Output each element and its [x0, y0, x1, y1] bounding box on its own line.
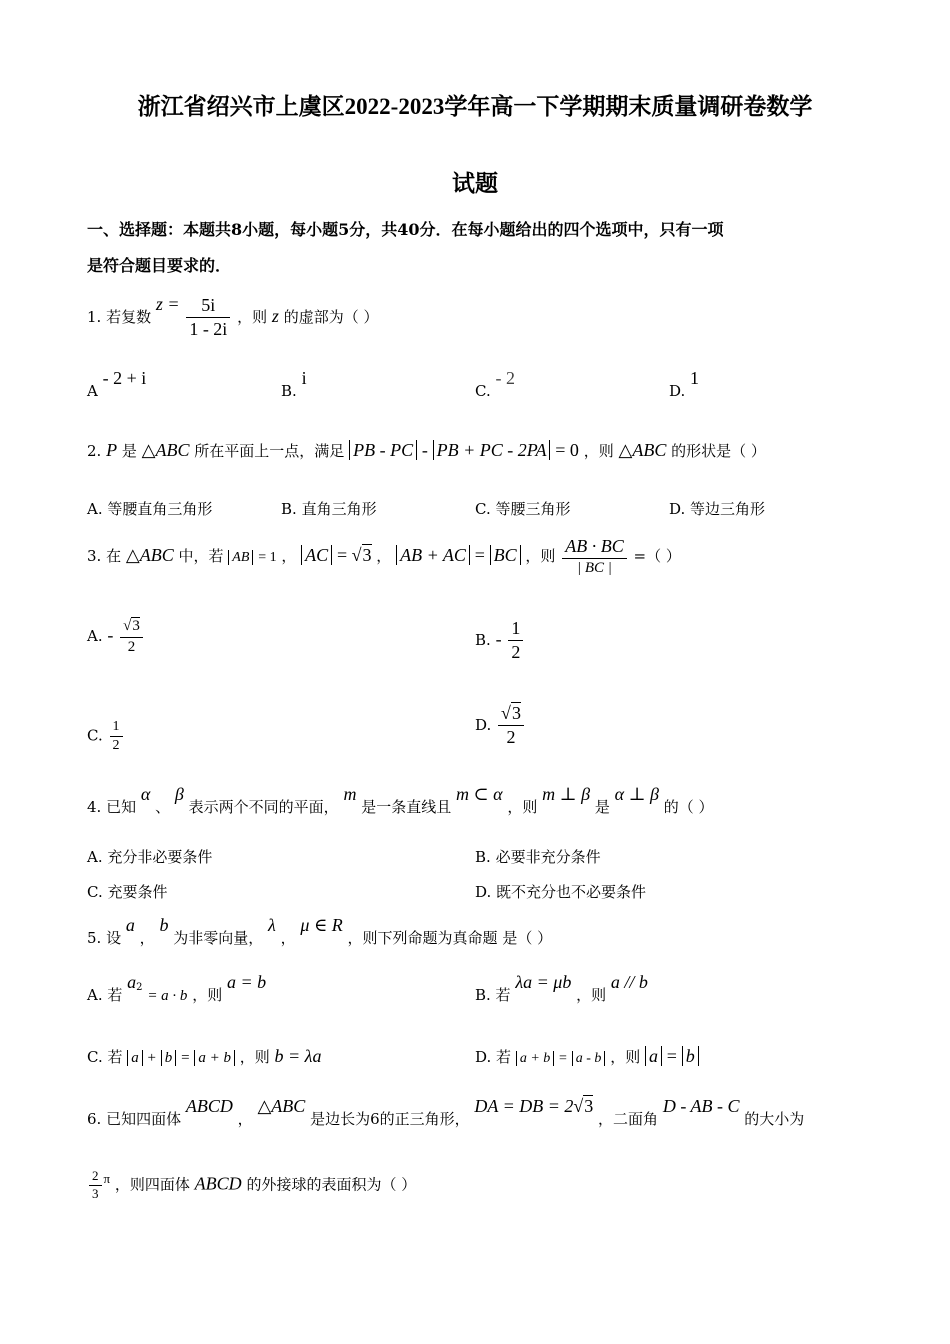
q1-option-a: A - 2 + i [87, 368, 147, 400]
question-4: 4. 已知 α 、 β 表示两个不同的平面， m 是一条直线且 m ⊂ α ，则 m ⊥ β 是 α ⊥ β 的（ ） [87, 784, 714, 816]
q3-option-b: B. - $\frac{1}{2}$ [475, 617, 525, 665]
q2-option-b: B. 直角三角形 [281, 500, 377, 518]
q2-abs-1: PB - PC [349, 440, 417, 460]
q5-option-a: A. 若 $a^2 = a \cdot b$ ，则 a = b [87, 972, 267, 1004]
q1-prefix: 1. 若复数 [87, 307, 152, 326]
q3-option-c: C. $\frac{1}{2}$ [87, 718, 125, 755]
q2-option-d: D. 等边三角形 [669, 500, 766, 518]
question-6-cont: $\frac{2}{3}$ π ，则四面体 ABCD 的外接球的表面积为（ ） [87, 1168, 416, 1203]
section-heading-text: 一、选择题：本题共8小题，每小题5分，共40分．在每小题给出的四个选项中，只有一项 [87, 220, 724, 239]
q2-option-c: C. 等腰三角形 [475, 500, 571, 518]
q4-option-d: D. 既不充分也不必要条件 [475, 883, 647, 901]
section-heading-cont: 是符合题目要求的． [87, 256, 232, 275]
exam-title-line1: 浙江省绍兴市上虞区2022-2023学年高一下学期期末质量调研卷数学 [137, 94, 813, 119]
q2-abs-2: PB + PC - 2PA [433, 440, 551, 460]
q1-z-eq: z = [155, 293, 180, 314]
q3-option-a: A. - $\frac{√3}{2}$ [87, 617, 145, 657]
q5-option-b: B. 若 λa = μb ，则 a // b [475, 972, 648, 1004]
question-6: 6. 已知四面体 ABCD ， △ABC 是边长为6的正三角形， DA = DB = 2√3 ，二面角 D - AB - C 的大小为 [87, 1096, 805, 1128]
question-1: 1. 若复数 z = $\frac{5i}{1 - 2i}$ ，则 z 的虚部为（ ） [87, 294, 378, 342]
q1-option-d: D. 1 [669, 368, 700, 400]
q1-option-b: B. i [281, 368, 307, 400]
q4-option-b: B. 必要非充分条件 [475, 848, 601, 866]
exam-title-line2: 试题 [452, 171, 498, 196]
q3-fraction: $\frac{AB \cdot BC}{| BC |}$ [562, 535, 627, 579]
q3-option-d: D. $\frac{√3}{2}$ [475, 702, 526, 750]
question-2: 2. P 是 △ABC 所在平面上一点，满足 PB - PC - PB + PC - 2PA = 0 ，则 △ABC 的形状是（ ） [87, 440, 766, 460]
q2-option-a: A. 等腰直角三角形 [87, 500, 213, 518]
q1-fraction: $\frac{5i}{1 - 2i}$ [186, 294, 230, 342]
section-heading [87, 212, 867, 284]
question-3: 3. 在 △ABC 中，若 AB = 1 ， AC = √3 ， AB + AC = BC ，则 $\frac{AB \cdot BC}{| BC |}$ =（ ） [87, 535, 681, 579]
q4-option-a: A. 充分非必要条件 [87, 848, 213, 866]
question-5: 5. 设 a ， b 为非零向量， λ ， μ ∈ R ，则下列命题为真命题 是（ ） [87, 915, 553, 947]
q4-option-c: C. 充要条件 [87, 883, 168, 901]
q1-option-c: C. - 2 [475, 368, 515, 400]
q5-option-d: D. 若 a + b = a - b ，则 a = b [475, 1046, 699, 1067]
q5-option-c: C. 若 a + b = a + b ，则 b = λa [87, 1046, 322, 1066]
